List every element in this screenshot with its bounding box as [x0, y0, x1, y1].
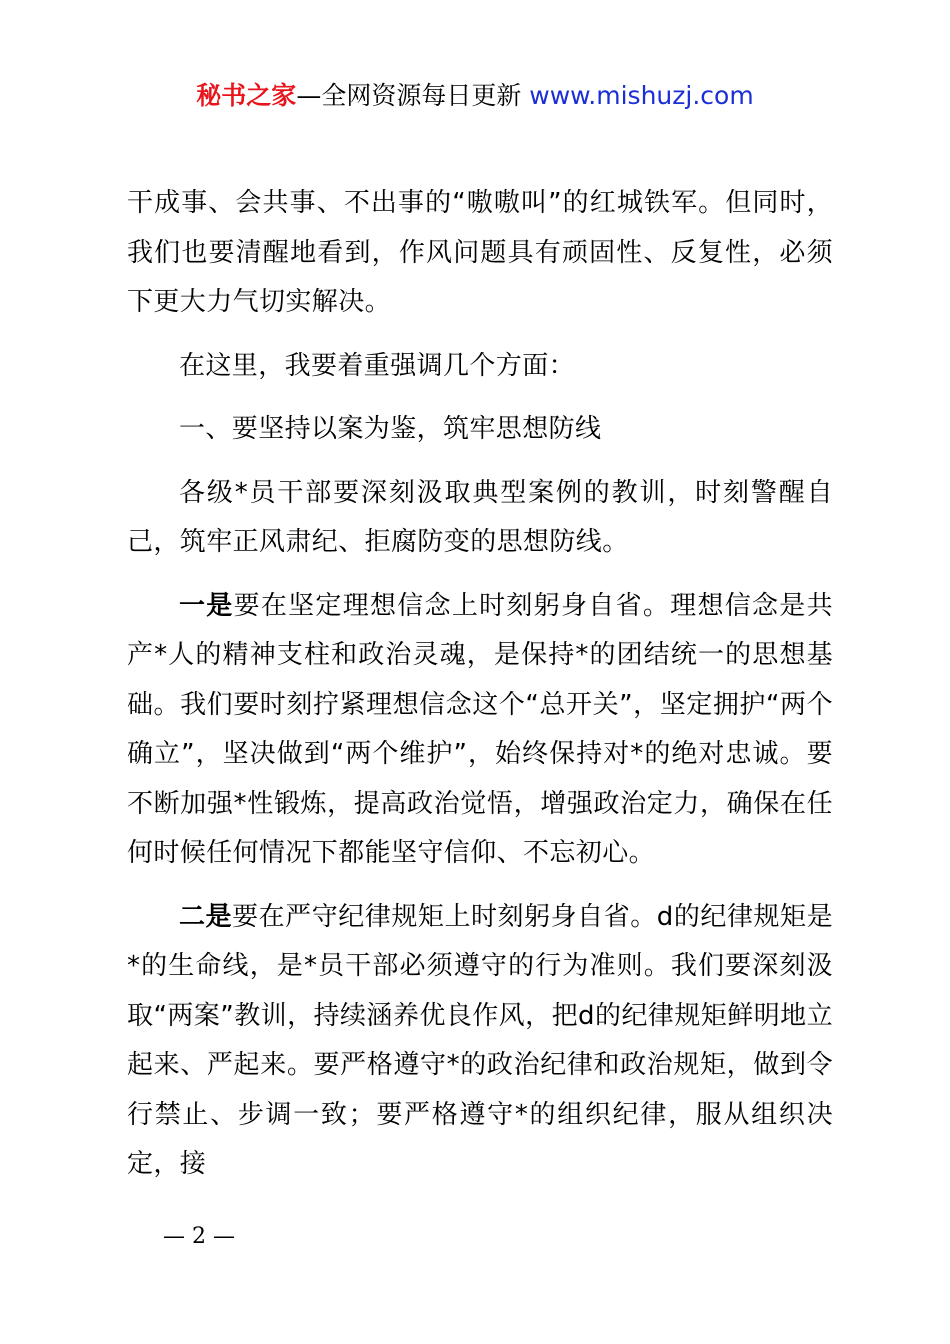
- paragraph-intro: 在这里，我要着重强调几个方面：: [179, 350, 576, 381]
- page-number: — 2 —: [163, 1224, 235, 1249]
- paragraph-point-one: [127, 582, 833, 879]
- header-tagline: —全网资源每日更新: [296, 81, 530, 110]
- brand-name: 秘书之家: [196, 81, 297, 110]
- point-two-lead: 二是: [179, 901, 233, 932]
- paragraph-section-intro: 各级*员干部要深刻汲取典型案例的教训，时刻警醒自己，筑牢正风肃纪、拒腐防变的思想防线。: [127, 477, 833, 557]
- point-one-text: 要在坚定理想信念上时刻躬身自省。理想信念是共产*人的精神支柱和政治灵魂，是保持*的团结统一的思想基础。我们要时刻拧紧理想信念这个“总开关”，坚定拥护“两个确立”，坚决做到“两个维护”，始终保持对*的绝对忠诚。要不断加强*性锻炼，提高政治觉悟，增强政治定力，确保在任何时候任何情况下都能坚守信仰、不忘初心。: [127, 590, 833, 868]
- point-one-lead: 一是: [179, 590, 234, 621]
- section-heading: 一、要坚持以案为鉴，筑牢思想防线: [179, 414, 602, 444]
- document-body: [127, 179, 833, 1190]
- site-url-link[interactable]: www.mishuzj.com: [529, 81, 754, 110]
- page-header: [0, 80, 950, 112]
- paragraph-continuation: 干成事、会共事、不出事的“嗷嗷叫”的红城铁军。但同时，我们也要清醒地看到，作风问题具有顽固性、反复性，必须下更大力气切实解决。: [127, 188, 833, 317]
- point-two-text: 要在严守纪律规矩上时刻躬身自省。d的纪律规矩是*的生命线，是*员干部必须遵守的行为准则。我们要深刻汲取“两案”教训，持续涵养优良作风，把d的纪律规矩鲜明地立起来、严起来。要严格遵守*的政治纪律和政治规矩，做到令行禁止、步调一致；要严格遵守*的组织纪律，服从组织决定，接: [127, 901, 833, 1179]
- paragraph-point-two: [127, 893, 833, 1190]
